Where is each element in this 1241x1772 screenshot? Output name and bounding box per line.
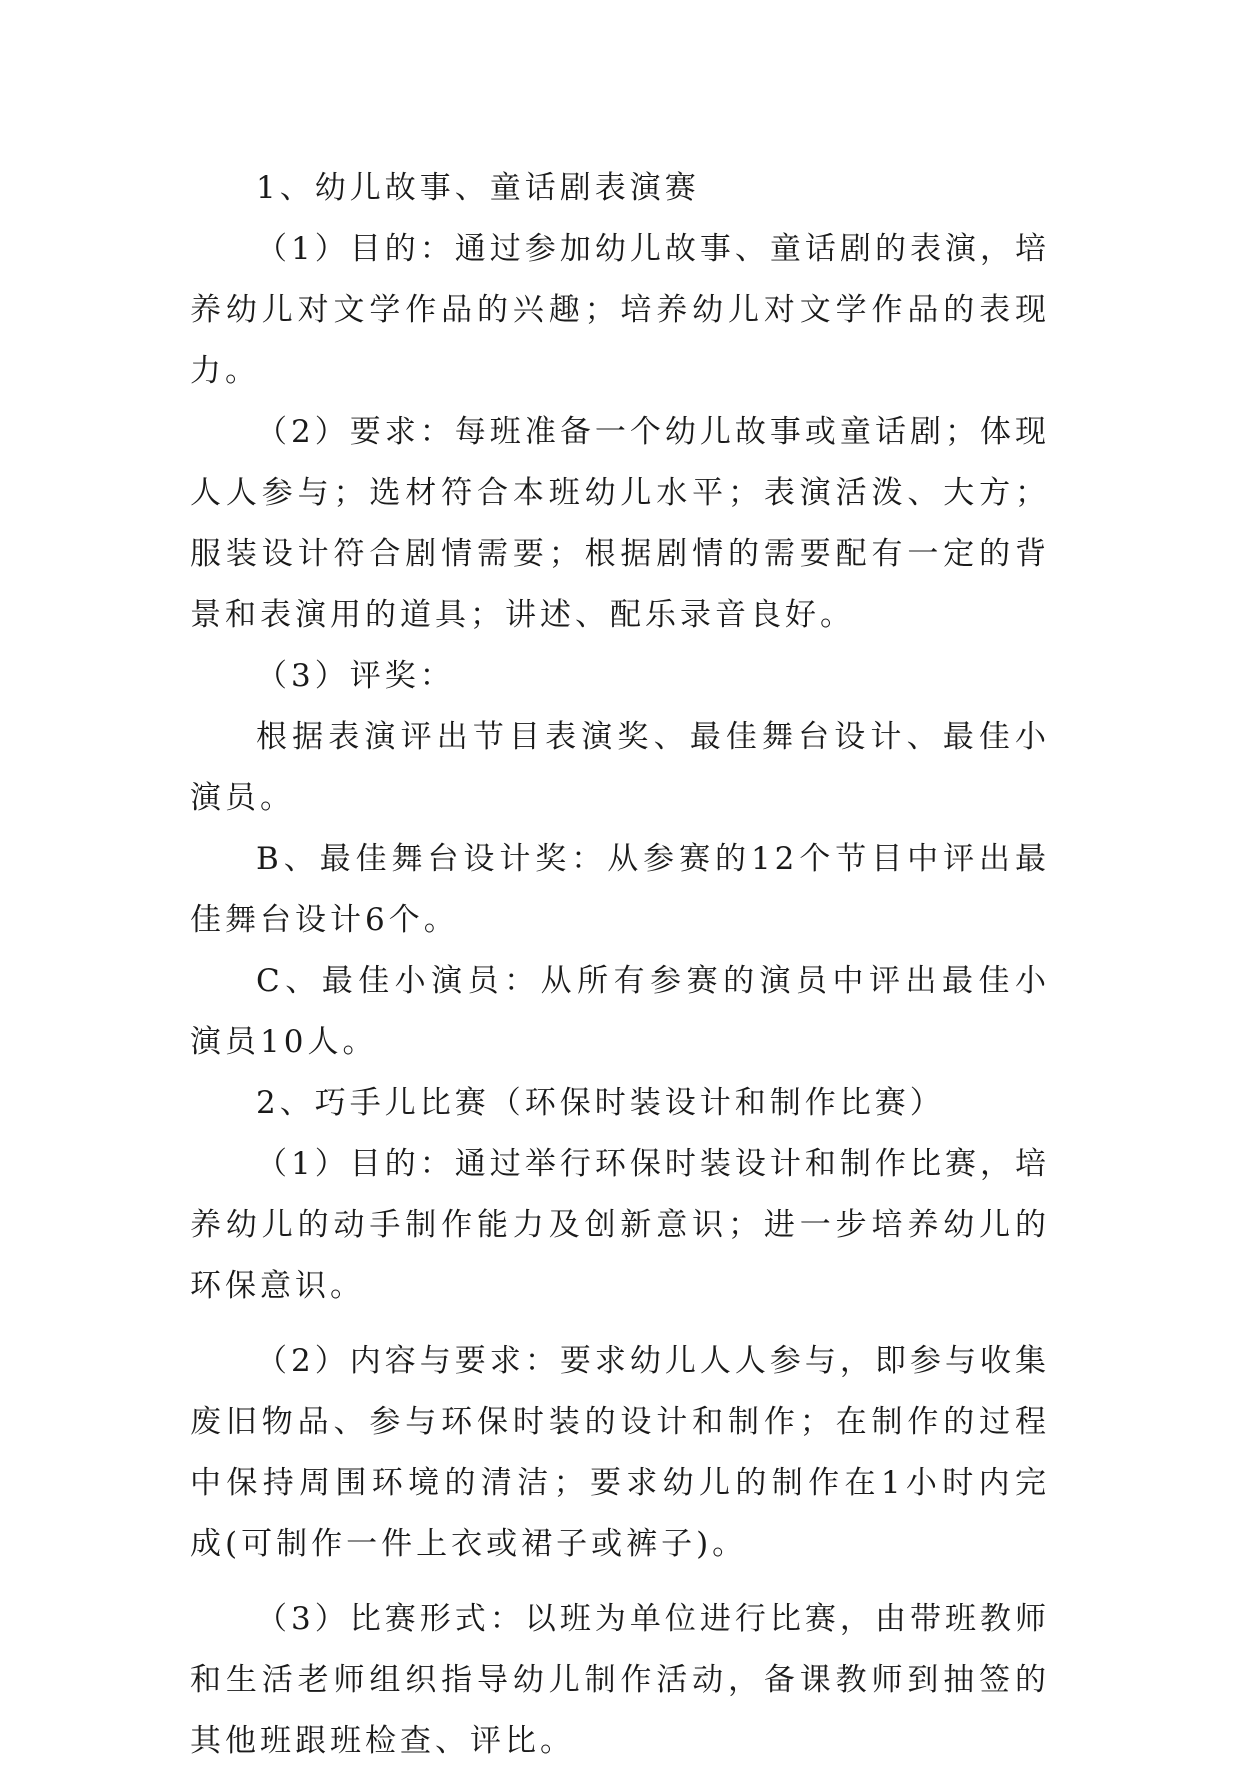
spacer [190,1317,1050,1331]
paragraph-purpose-2: （1）目的：通过举行环保时装设计和制作比赛，培养幼儿的动手制作能力及创新意识；进一步培养幼儿的环保意识。 [190,1146,1050,1304]
section-heading-1: 1、幼儿故事、童话剧表演赛 [256,170,700,206]
paragraph-requirements-2: （2）内容与要求：要求幼儿人人参与，即参与收集废旧物品、参与环保时装的设计和制作；在制作的过程中保持周围环境的清洁；要求幼儿的制作在1小时内完成(可制作一件上衣或裙子或裤子)。 [190,1343,1050,1562]
paragraph-award-b: B、最佳舞台设计奖：从参赛的12个节目中评出最佳舞台设计6个。 [190,841,1050,938]
paragraph-purpose-1: （1）目的：通过参加幼儿故事、童话剧的表演，培养幼儿对文学作品的兴趣；培养幼儿对文学作品的表现力。 [190,231,1050,389]
paragraph-award-c: C、最佳小演员：从所有参赛的演员中评出最佳小演员10人。 [190,963,1050,1060]
spacer [190,1575,1050,1589]
paragraph-format-2: （3）比赛形式：以班为单位进行比赛，由带班教师和生活老师组织指导幼儿制作活动，备课教师到抽签的其他班跟班检查、评比。 [190,1601,1050,1759]
paragraph-awards-summary: 根据表演评出节目表演奖、最佳舞台设计、最佳小演员。 [190,719,1050,816]
paragraph-requirements-1: （2）要求：每班准备一个幼儿故事或童话剧；体现人人参与；选材符合本班幼儿水平；表演活泼、大方；服装设计符合剧情需要；根据剧情的需要配有一定的背景和表演用的道具；讲述、配乐录音良好。 [190,414,1050,633]
document-body [190,158,1050,1772]
section-heading-2: 2、巧手儿比赛（环保时装设计和制作比赛） [256,1085,945,1121]
paragraph-awards-heading: （3）评奖： [256,658,455,694]
